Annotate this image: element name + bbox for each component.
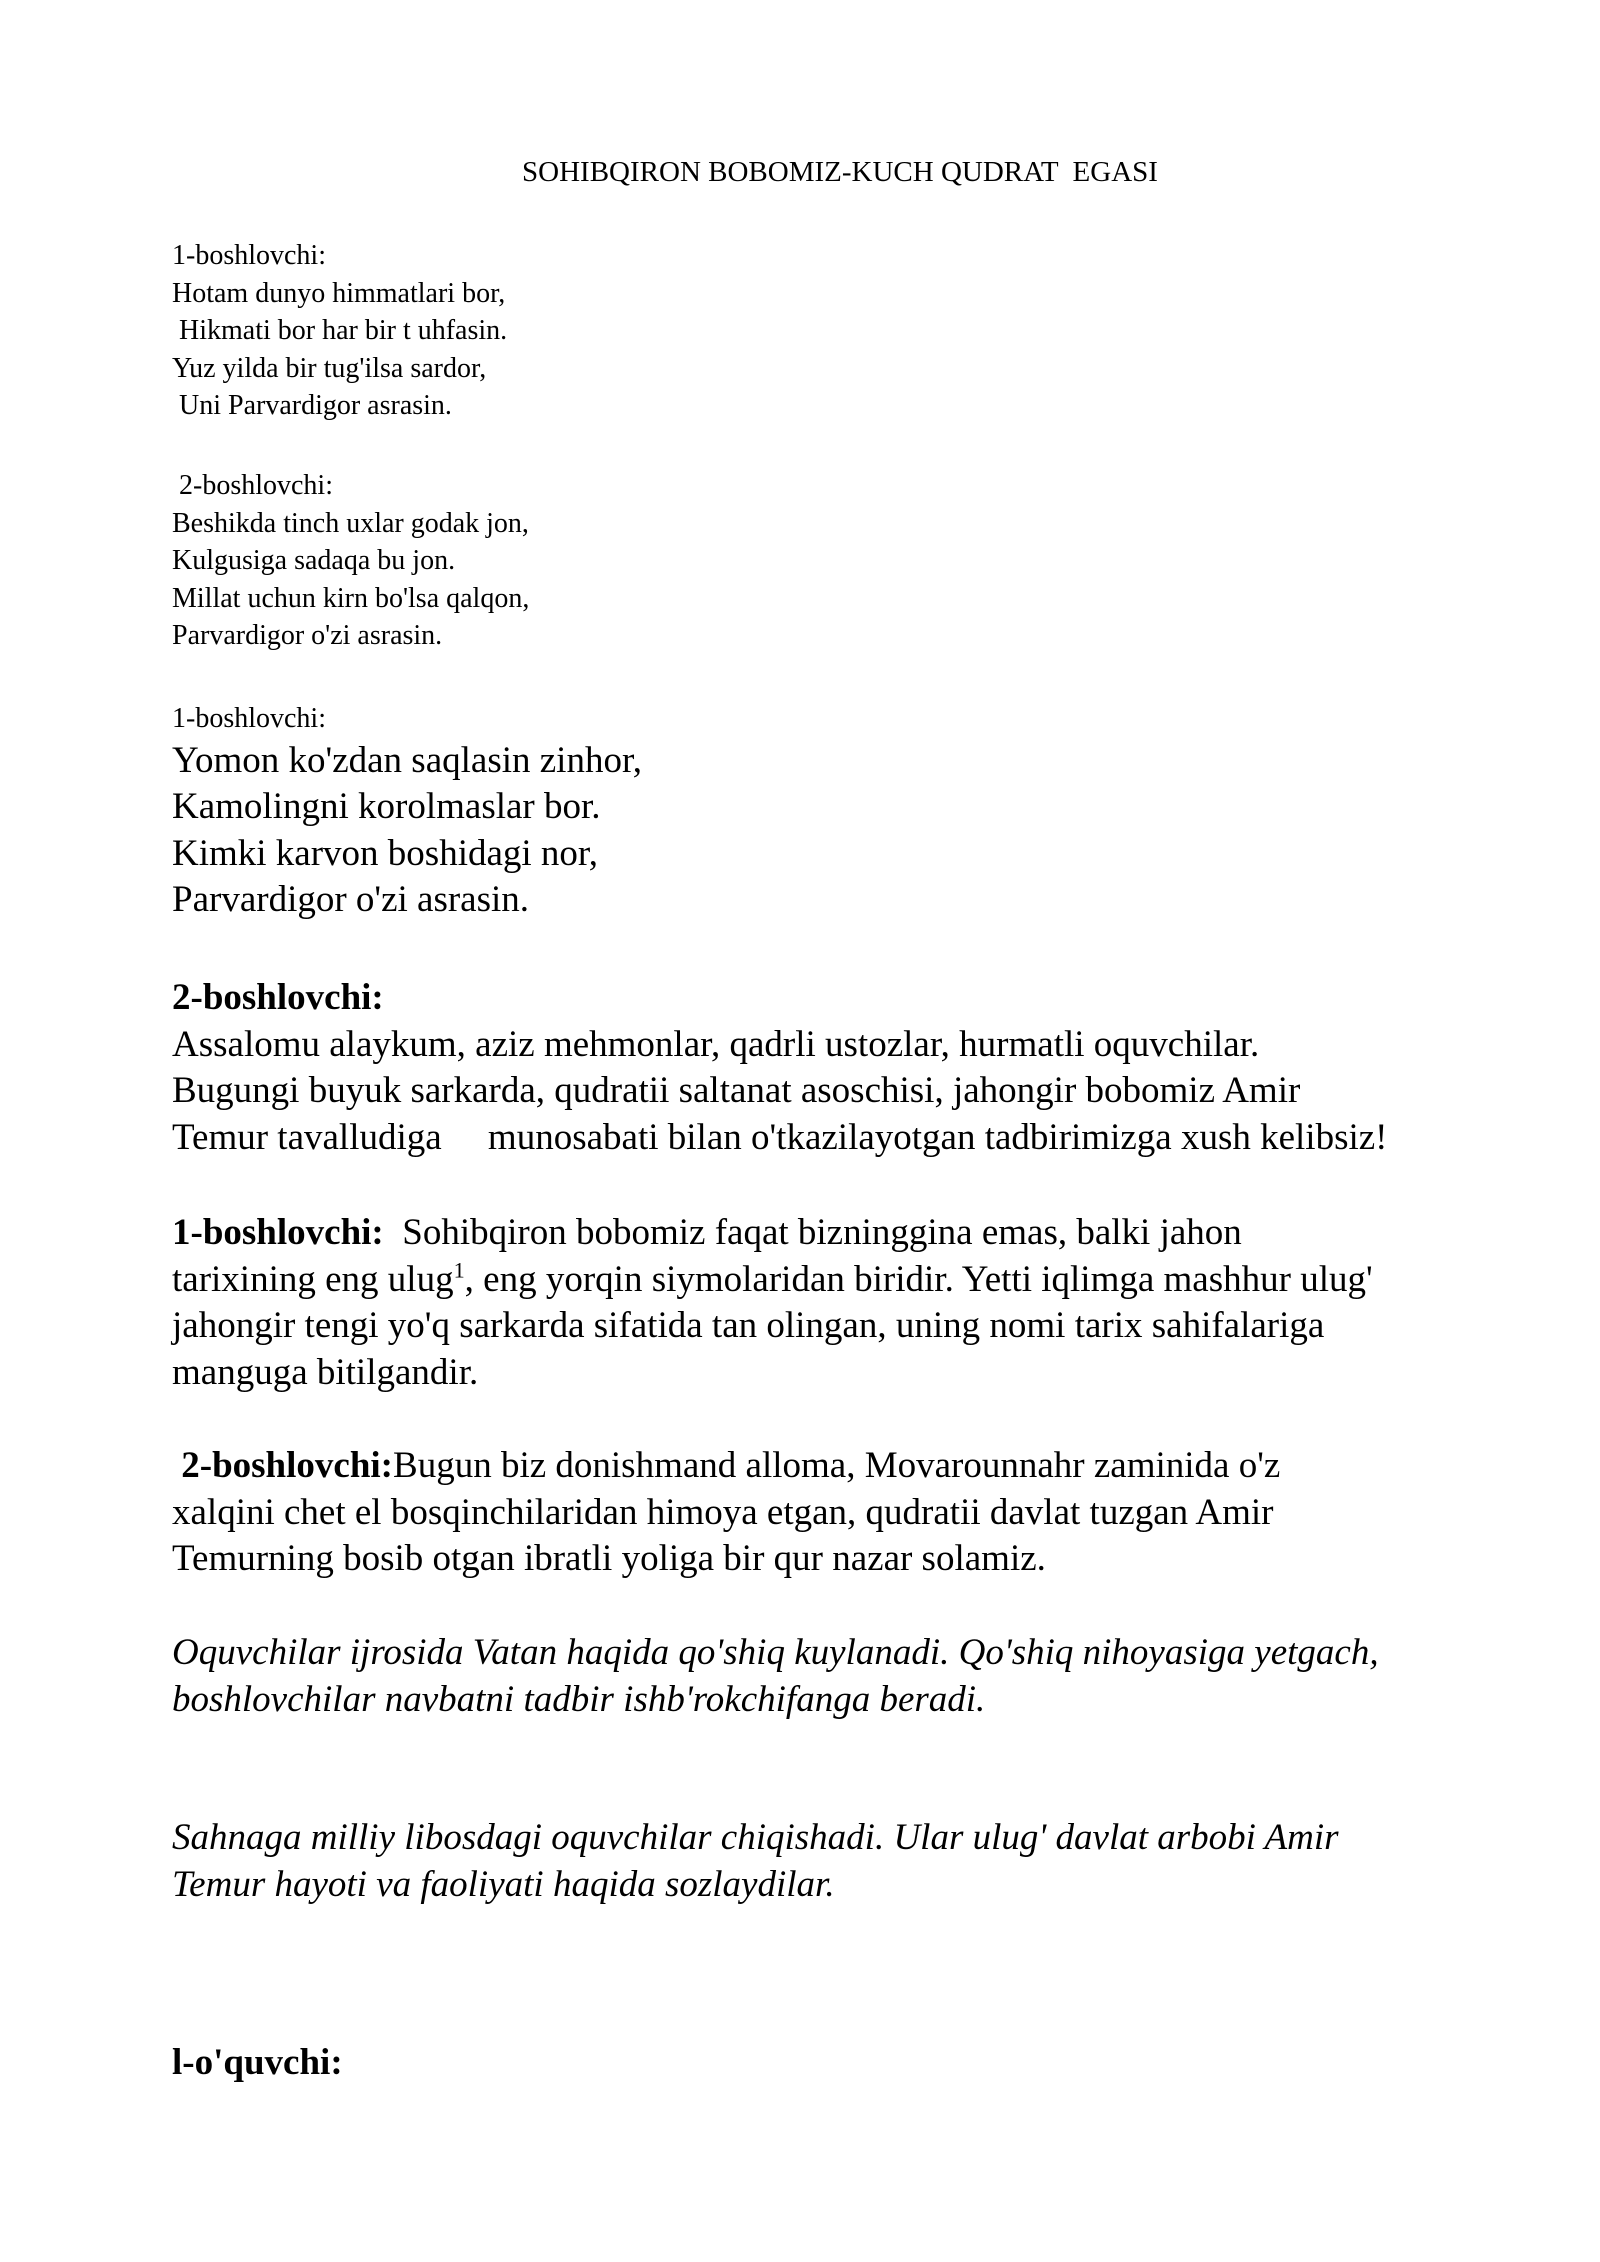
paragraph-line: Temurning bosib otgan ibratli yoliga bir qur nazar solamiz.	[172, 1538, 1046, 1579]
speaker-label: 2-boshlovchi:	[172, 977, 384, 1018]
verse-line: Uni Parvardigor asrasin.	[172, 390, 452, 421]
verse-line: Beshikda tinch uxlar godak jon,	[172, 507, 529, 539]
paragraph-1	[172, 975, 1512, 1161]
stanza-3	[172, 700, 1512, 924]
verse-line: Yuz yilda bir tug'ilsa sardor,	[172, 352, 487, 384]
final-speaker	[172, 2040, 1512, 2087]
paragraph-3	[172, 1443, 1512, 1583]
stage-direction-line: Temur hayoti va faoliyati haqida sozlaydilar.	[172, 1863, 835, 1905]
verse-line: Kamolingni korolmaslar bor.	[172, 786, 601, 827]
speaker-label: 2-boshlovchi:	[172, 1445, 394, 1486]
stage-direction-line: Sahnaga milliy libosdagi oquvchilar chiqishadi. Ular ulug' davlat arbobi Amir	[172, 1817, 1339, 1858]
verse-line: Kulgusiga sadaqa bu jon.	[172, 545, 456, 576]
paragraph-line: Assalomu alaykum, aziz mehmonlar, qadrli ustozlar, hurmatli oquvchilar.	[172, 1023, 1260, 1065]
paragraph-line: xalqini chet el bosqinchilaridan himoya etgan, qudratii davlat tuzgan Amir	[172, 1491, 1274, 1533]
stage-direction-2	[172, 1815, 1512, 1908]
verse-line: Parvardigor o'zi asrasin.	[172, 620, 443, 651]
verse-line: Millat uchun kirn bo'lsa qalqon,	[172, 582, 530, 614]
verse-line: Kimki karvon boshidagi nor,	[172, 832, 599, 874]
speaker-label: 1-boshlovchi:	[172, 703, 326, 734]
verse-line: Parvardigor o'zi asrasin.	[172, 879, 530, 920]
paragraph-2	[172, 1210, 1512, 1396]
paragraph-line: manguga bitilgandir.	[172, 1351, 479, 1393]
footnote-mark: 1	[453, 1257, 465, 1283]
paragraph-text: tarixining eng ulug	[172, 1258, 454, 1300]
paragraph-text: , eng yorqin siymolaridan biridir. Yetti iqlimga mashhur ulug'	[464, 1258, 1373, 1300]
stanza-1	[172, 237, 1512, 425]
stage-direction-line: boshlovchilar navbatni tadbir ishb'rokchifanga beradi.	[172, 1678, 986, 1720]
paragraph-text: Sohibqiron bobomiz faqat bizninggina emas, balki jahon	[383, 1212, 1242, 1253]
speaker-label: 1-boshlovchi:	[172, 240, 326, 271]
verse-line: Hikmati bor har bir t uhfasin.	[172, 315, 508, 346]
paragraph-line: jahongir tengi yo'q sarkarda sifatida tan olingan, uning nomi tarix sahifalariga	[172, 1305, 1325, 1346]
stage-direction-line: Oquvchilar ijrosida Vatan haqida qo'shiq kuylanadi. Qo'shiq nihoyasiga yetgach,	[172, 1632, 1379, 1673]
speaker-label: 2-boshlovchi:	[172, 470, 333, 501]
stage-direction-1	[172, 1630, 1512, 1723]
paragraph-text: Bugun biz donishmand alloma, Movarounnahr zaminida o'z	[393, 1445, 1281, 1486]
paragraph-line: Temur tavalludiga munosabati bilan o'tkazilayotgan tadbirimizga xush kelibsiz!	[172, 1116, 1388, 1158]
verse-line: Hotam dunyo himmatlari bor,	[172, 277, 506, 309]
speaker-label: 1-boshlovchi:	[172, 1212, 384, 1253]
stanza-2	[172, 467, 1512, 655]
document-title: SOHIBQIRON BOBOMIZ-KUCH QUDRAT EGASI	[522, 156, 1158, 188]
paragraph-line: Bugungi buyuk sarkarda, qudratii saltanat asoschisi, jahongir bobomiz Amir	[172, 1070, 1301, 1111]
verse-line: Yomon ko'zdan saqlasin zinhor,	[172, 739, 643, 781]
speaker-label: l-o'quvchi:	[172, 2042, 343, 2083]
